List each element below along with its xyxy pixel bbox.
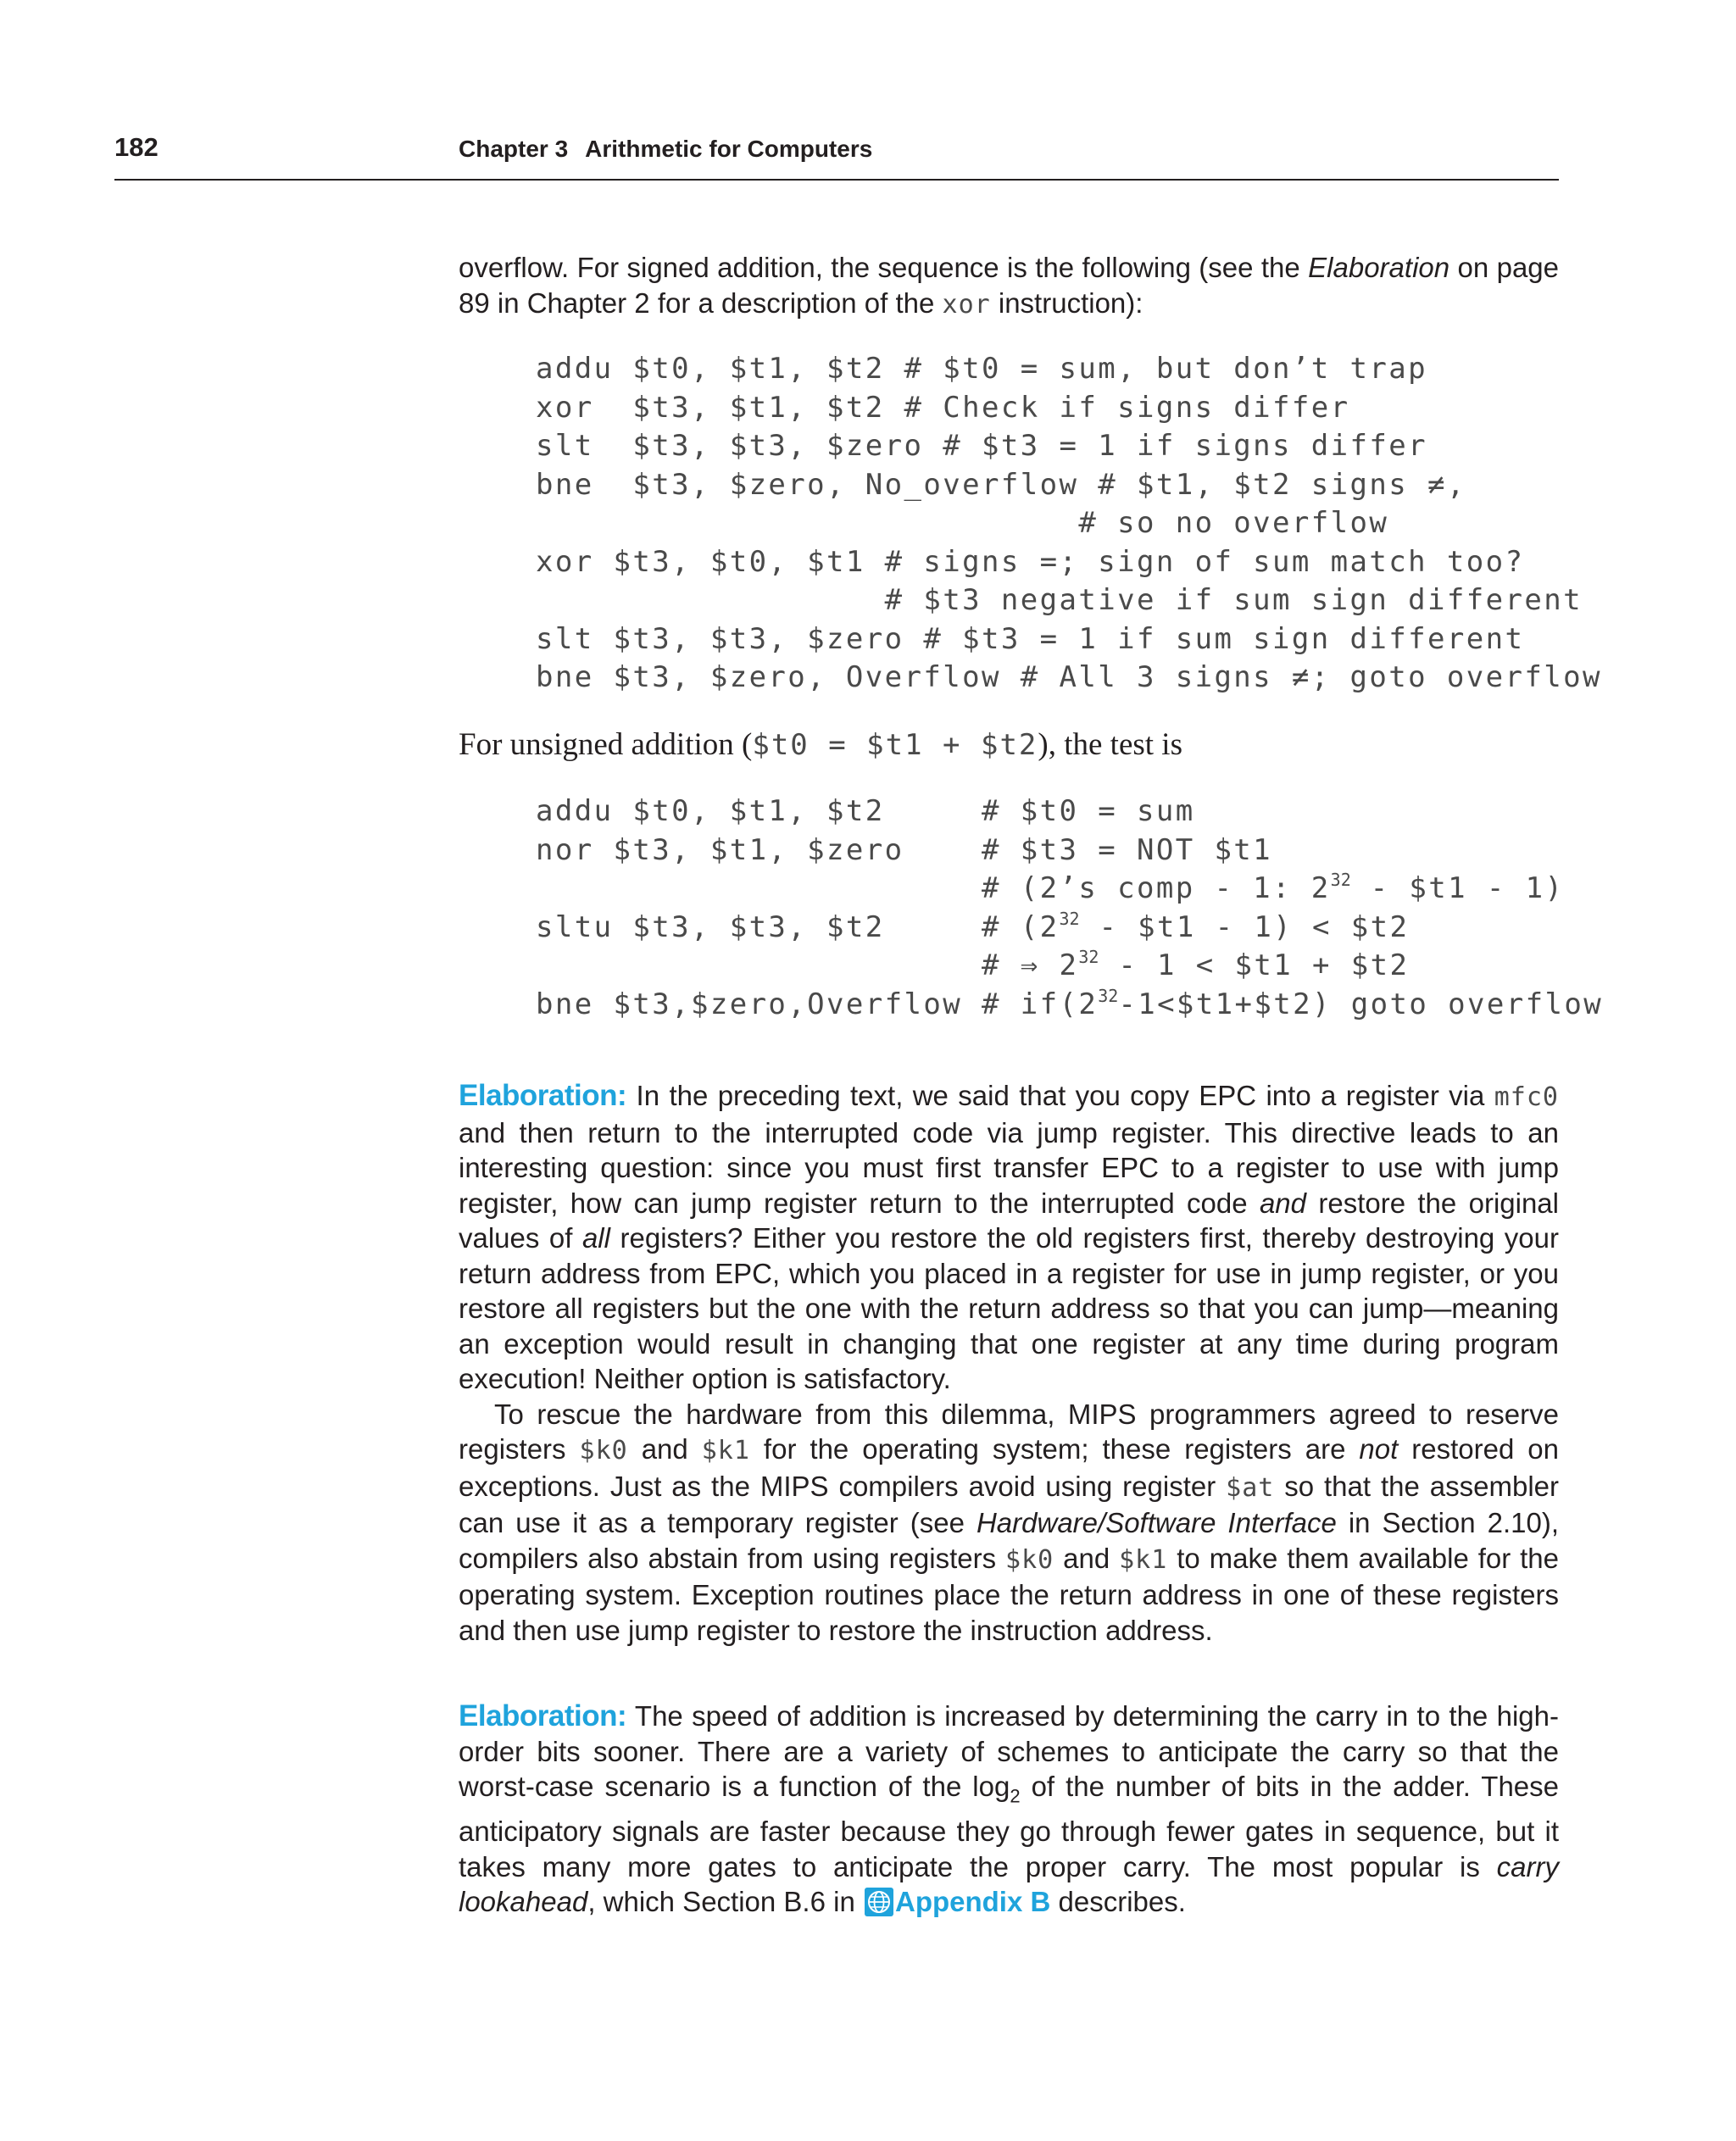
code-line: bne $t3, $zero, No_overflow # $t1, $t2 signs ≠, — [536, 467, 1466, 502]
elaboration-2-paragraph: Elaboration: The speed of addition is increased by determining the carry in to the high-order bits sooner. There are a variety of schemes to anticipate the carry so that the worst-case scenario is a function of the $\log_2$ of the number of bits in the adder. These anticipatory signals are faster because they go through fewer gates in sequence, but it takes many more gates to anticipate the proper carry. The most popular is carry lookahead, which Section B.6 in Appendix B describes. — [459, 1699, 1560, 1918]
code-line: xor $t3, $t0, $t1 # signs =; sign of sum match too? — [536, 544, 1525, 579]
code-line: # (2’s comp - 1: $2^{32}$ - $t1 - 1) — [536, 870, 1565, 905]
code-line: nor $t3, $t1, $zero # $t3 = NOT $t1 — [536, 832, 1273, 867]
code-mfc0: mfc0 — [1494, 1082, 1559, 1112]
intro-text-3: instruction): — [990, 286, 1143, 319]
code-k0: $k0 — [1005, 1544, 1054, 1575]
intro-italic: Elaboration — [1308, 252, 1450, 283]
elaboration-1 — [459, 1078, 1559, 1648]
header-rule — [114, 179, 1559, 181]
code-line: bne $t3,$zero,Overflow # $if(2^{32}-1<\$t1+\$t2)$ goto overflow — [536, 985, 1604, 1021]
intro-text-2: on page 89 in Chapter 2 for a description of the — [459, 252, 1559, 319]
code-line: addu $t0, $t1, $t2 # $t0 = sum — [536, 794, 1195, 828]
elaboration-2 — [459, 1699, 1559, 1920]
code-line: slt $t3, $t3, $zero # $t3 = 1 if sum sign different — [536, 621, 1525, 656]
code-line: addu $t0, $t1, $t2 # $t0 = sum, but don’t trap — [536, 352, 1428, 386]
elaboration-1-paragraph-2: To rescue the hardware from this dilemma, MIPS programmers agreed to reserve registers $k0 and $k1 for the operating system; these registers are not restored on exceptions. Just as the MIPS compilers avoid using register $at so that the assembler can use it as a temporary register (see Hardware/Software Interface in Section 2.10), compilers also abstain from using registers $k0 and $k1 to make them available for the operating system. Exception routines place the return address in one of these registers and then use jump register to restore the instruction address. — [459, 1398, 1560, 1646]
intro-code: xor — [942, 289, 991, 320]
signed-code-block — [536, 350, 1602, 698]
unsigned-intro — [459, 726, 1182, 765]
elaboration-1-paragraph-1: Elaboration: In the preceding text, we said that you copy EPC into a register via mfc0 and then return to the interrupted code via jump register. This directive leads to an interesting question: since you must first transfer EPC to a register to use with jump register, how can jump register return to the interrupted code and restore the original values of all registers? Either you restore the old registers first, thereby destroying your return address from EPC, which you placed in a register for use in jump register, or you restore all registers but the one with the return address so that you can jump—meaning an exception would result in changing that one register at any time during program execution! Neither option is satisfactory. — [459, 1079, 1559, 1394]
appendix-b-link[interactable]: Appendix B — [894, 1886, 1051, 1918]
unsigned-code-block — [536, 792, 1603, 1024]
code-k1: $k1 — [701, 1436, 750, 1465]
code-k1: $k1 — [1119, 1544, 1168, 1575]
page-number: 182 — [114, 132, 159, 162]
code-line: # ⇒ $2^{32} - 1$ < $t1 + $t2 — [536, 947, 1410, 982]
elaboration-label: Elaboration: — [459, 1079, 627, 1112]
code-line: # $t3 negative if sum sign different — [536, 583, 1583, 617]
code-at: $at — [1226, 1472, 1275, 1503]
code-line: slt $t3, $t3, $zero # $t3 = 1 if signs differ — [536, 429, 1428, 463]
code-line: xor $t3, $t1, $t2 # Check if signs differ — [536, 390, 1350, 425]
elaboration-label: Elaboration: — [459, 1699, 627, 1732]
intro-paragraph — [459, 250, 1559, 322]
unsigned-intro-text-2: ), the test is — [1038, 727, 1182, 762]
code-line: sltu $t3, $t3, $t2 # ($2^{32}$ - $t1 - 1) < $t2 — [536, 908, 1410, 944]
code-k0: $k0 — [579, 1436, 628, 1465]
chapter-title: Arithmetic for Computers — [585, 136, 873, 162]
code-line: bne $t3, $zero, Overflow # All 3 signs ≠; goto overflow — [536, 660, 1602, 694]
unsigned-intro-text-1: For unsigned addition ( — [459, 727, 753, 762]
globe-icon — [865, 1888, 893, 1916]
chapter-label: Chapter 3 — [459, 136, 569, 162]
code-line: # so no overflow — [536, 506, 1389, 540]
intro-text-1: overflow. For signed addition, the sequence is the following (see the — [459, 252, 1309, 283]
running-head — [459, 136, 872, 163]
unsigned-intro-code: $t0 = $t1 + $t2 — [752, 728, 1038, 762]
